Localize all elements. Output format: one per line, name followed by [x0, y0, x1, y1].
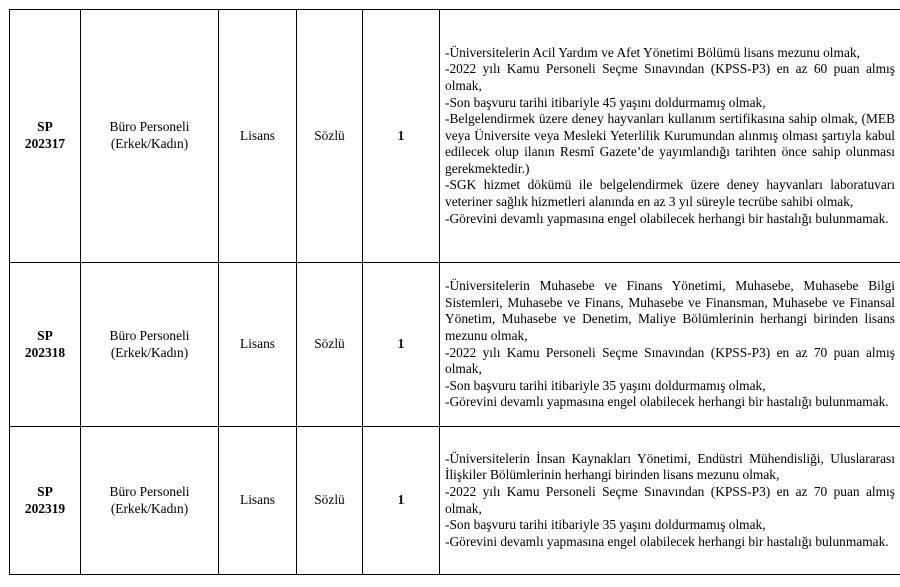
requirement-item: -Son başvuru tarihi itibariyle 45 yaşını doldurmamış olmak,	[445, 94, 766, 110]
requirement-item: -Son başvuru tarihi itibariyle 35 yaşını doldurmamış olmak,	[445, 517, 766, 533]
position-code-cell	[10, 263, 81, 427]
requirement-item: -Üniversitelerin İnsan Kaynakları Yönetimi, Endüstri Mühendisliği, Uluslararası İlişkiler Bölümlerinin herhangi birinden lisans mezunu olmak,	[445, 450, 895, 483]
position-gender: (Erkek/Kadın)	[110, 344, 189, 360]
exam-type: Sözlü	[297, 427, 363, 575]
education-level: Lisans	[219, 10, 297, 263]
requirement-item: -Üniversitelerin Muhasebe ve Finans Yönetimi, Muhasebe, Muhasebe Bilgi Sistemleri, Muhasebe ve Finans, Muhasebe ve Finansman, Muhasebe ve Finansal Yönetim, Muhasebe ve Denetim, Maliye Bölümlerinin herhangi birinden lisans mezunu olmak,	[445, 278, 895, 343]
positions-table	[9, 9, 900, 575]
position-title: Büro Personeli	[109, 327, 190, 343]
position-title: Büro Personeli	[109, 483, 190, 499]
requirement-item: -2022 yılı Kamu Personeli Seçme Sınavından (KPSS-P3) en az 70 puan almış olmak,	[445, 483, 895, 516]
requirement-item: -Üniversitelerin Acil Yardım ve Afet Yönetimi Bölümü lisans mezunu olmak,	[445, 44, 860, 60]
position-code-prefix: SP	[37, 483, 53, 499]
position-title-cell	[81, 10, 219, 263]
exam-type: Sözlü	[297, 263, 363, 427]
requirements-cell	[440, 263, 900, 427]
position-code-number: 202318	[24, 344, 66, 360]
table-row	[10, 263, 900, 427]
requirements-cell	[440, 427, 900, 575]
position-gender: (Erkek/Kadın)	[110, 136, 189, 151]
requirement-item: -Görevini devamlı yapmasına engel olabilecek herhangi bir hastalığı bulunmamak.	[445, 210, 889, 226]
requirement-item: -2022 yılı Kamu Personeli Seçme Sınavından (KPSS-P3) en az 70 puan almış olmak,	[445, 344, 895, 377]
requirement-item: -Son başvuru tarihi itibariyle 35 yaşını doldurmamış olmak,	[445, 377, 766, 393]
requirement-item: -2022 yılı Kamu Personeli Seçme Sınavından (KPSS-P3) en az 60 puan almış olmak,	[445, 61, 895, 93]
table-row	[10, 427, 900, 575]
table-row	[10, 10, 900, 263]
requirement-item: -Görevini devamlı yapmasına engel olabilecek herhangi bir hastalığı bulunmamak.	[445, 533, 889, 549]
position-title-cell	[81, 263, 219, 427]
position-code-cell	[10, 427, 81, 575]
position-gender: (Erkek/Kadın)	[110, 500, 189, 516]
requirement-item: -Görevini devamlı yapmasına engel olabilecek herhangi bir hastalığı bulunmamak.	[445, 394, 889, 410]
position-code-cell	[10, 10, 81, 263]
education-level: Lisans	[219, 427, 297, 575]
requirements-cell	[440, 10, 900, 263]
education-level: Lisans	[219, 263, 297, 427]
position-code-number: 202317	[24, 136, 66, 151]
position-quantity: 1	[363, 10, 440, 263]
position-title: Büro Personeli	[109, 119, 190, 135]
position-quantity: 1	[363, 263, 440, 427]
position-code-prefix: SP	[37, 327, 53, 343]
requirement-item: -SGK hizmet dökümü ile belgelendirmek üzere deney hayvanları laboratuvarı veteriner sağlık hizmetleri alanında en az 3 yıl süreyle tecrübe sahibi olmak,	[445, 177, 895, 210]
exam-type: Sözlü	[297, 10, 363, 263]
position-title-cell	[81, 427, 219, 575]
position-code-prefix: SP	[37, 119, 53, 135]
position-code-number: 202319	[24, 500, 66, 516]
position-quantity: 1	[363, 427, 440, 575]
requirement-item: -Belgelendirmek üzere deney hayvanları kullanım sertifikasına sahip olmak, (MEB veya Üniversite veya Mesleki Yeterlilik Kurumundan alınmış olması şartıyla kabul edilecek olup ilanın Resmî Gazete’de yayımlandığı tarihten önce sahip olunması gerekmektedir.)	[445, 111, 895, 176]
